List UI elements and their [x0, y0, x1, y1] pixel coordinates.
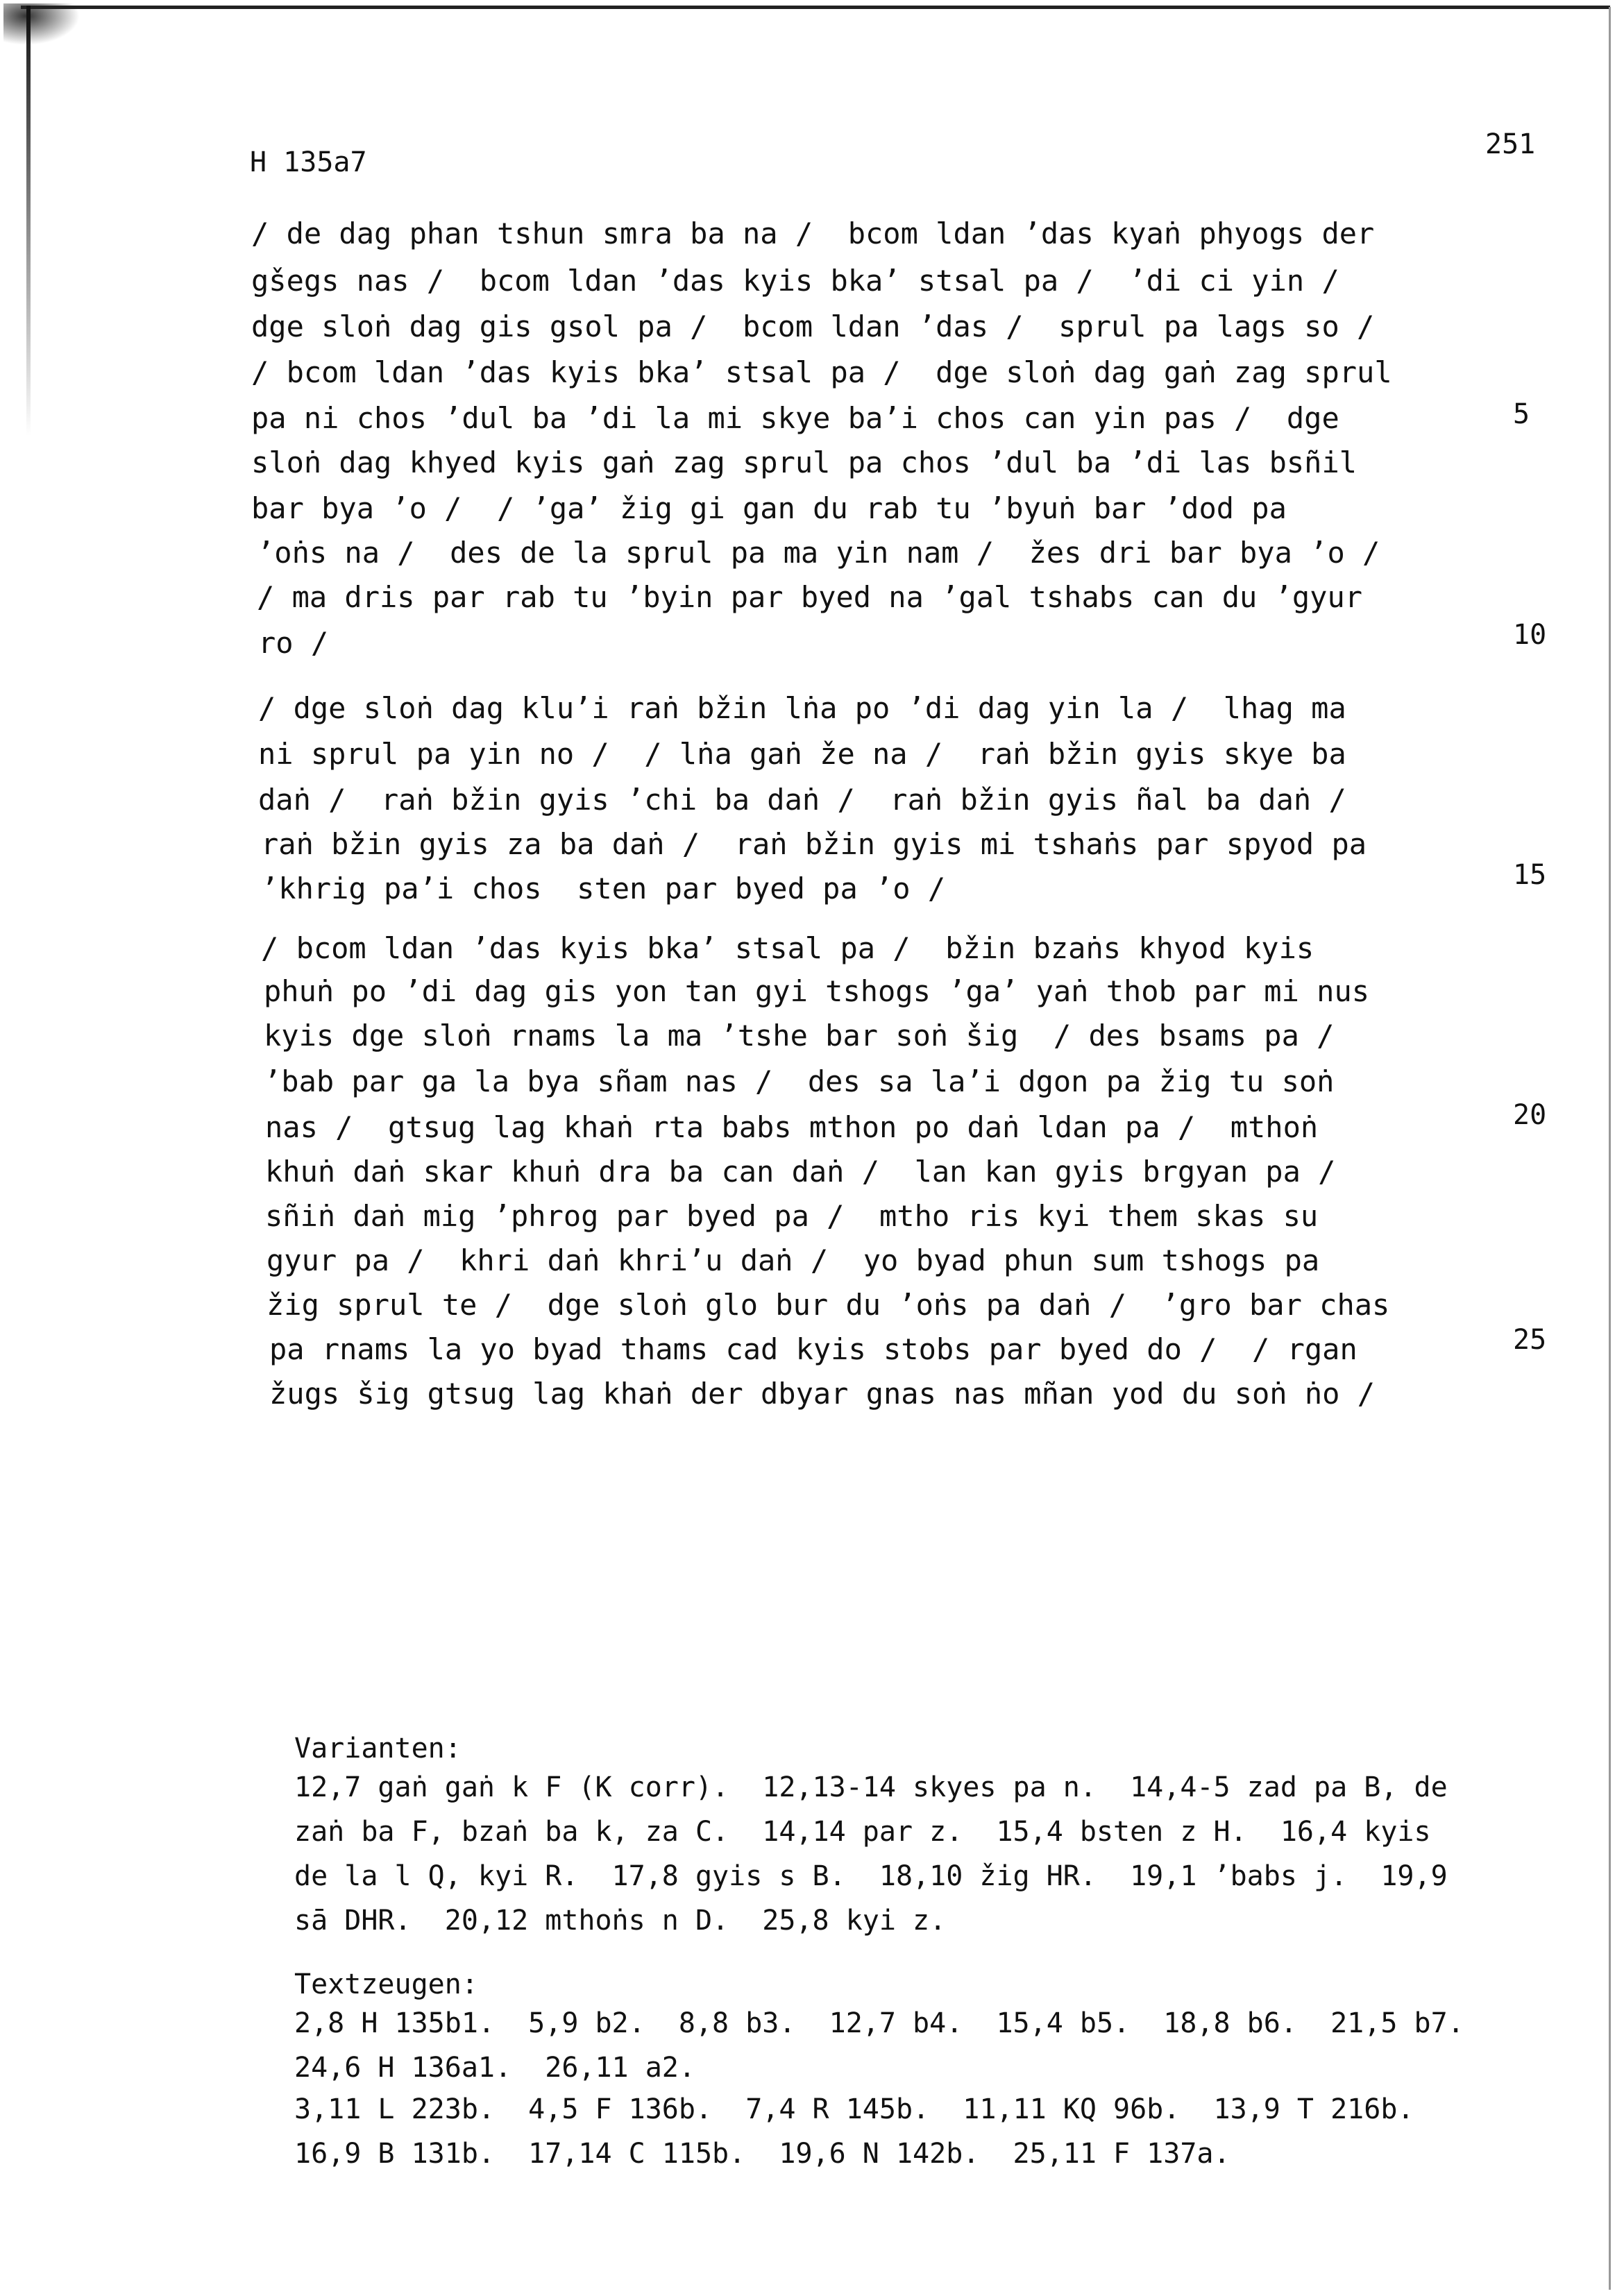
text-line: ’bab par ga la bya sñam nas / des sa la’i dgon pa žig tu soṅ	[264, 1064, 1335, 1098]
witness-line: 24,6 H 136a1. 26,11 a2.	[294, 2052, 695, 2084]
page-right-edge	[1609, 7, 1611, 2290]
text-line: dge sloṅ dag gis gsol pa / bcom ldan ’das / sprul pa lags so /	[251, 309, 1375, 343]
line-number: 20	[1513, 1099, 1547, 1131]
witness-line: 3,11 L 223b. 4,5 F 136b. 7,4 R 145b. 11,11 KQ 96b. 13,9 T 216b.	[294, 2093, 1414, 2125]
text-line: ro /	[258, 626, 329, 660]
text-line: raṅ bžin gyis za ba daṅ / raṅ bžin gyis mi tshaṅs par spyod pa	[261, 827, 1367, 861]
text-line: pa rnams la yo byad thams cad kyis stobs par byed do / / rgan	[269, 1332, 1357, 1366]
text-line: bar bya ’o / / ’ga’ žig gi gan du rab tu ’byuṅ bar ’dod pa	[251, 491, 1287, 525]
line-number: 15	[1513, 859, 1547, 891]
varianten-heading: Varianten:	[294, 1733, 462, 1764]
text-line: daṅ / raṅ bžin gyis ’chi ba daṅ / raṅ bžin gyis ñal ba daṅ /	[258, 783, 1346, 817]
textzeugen-heading: Textzeugen:	[294, 1968, 478, 2000]
line-number: 5	[1513, 398, 1530, 430]
text-line: / bcom ldan ’das kyis bka’ stsal pa / bžin bzaṅs khyod kyis	[261, 931, 1314, 965]
text-line: sñiṅ daṅ mig ’phrog par byed pa / mtho ris kyi them skas su	[265, 1199, 1319, 1233]
text-line: gyur pa / khri daṅ khri’u daṅ / yo byad phun sum tshogs pa	[267, 1243, 1320, 1277]
text-line: ’oṅs na / des de la sprul pa ma yin nam / žes dri bar bya ’o /	[257, 536, 1380, 570]
text-line: khuṅ daṅ skar khuṅ dra ba can daṅ / lan kan gyis brgyan pa /	[265, 1155, 1336, 1189]
line-number: 25	[1513, 1324, 1547, 1356]
text-line: / bcom ldan ’das kyis bka’ stsal pa / dge sloṅ dag gaṅ zag sprul	[251, 355, 1392, 389]
page-number: 251	[1485, 128, 1536, 160]
text-line: žugs šig gtsug lag khaṅ der dbyar gnas nas mñan yod du soṅ ṅo /	[269, 1377, 1376, 1411]
text-line: phuṅ po ’di dag gis yon tan gyi tshogs ’ga’ yaṅ thob par mi nus	[264, 974, 1370, 1008]
text-line: pa ni chos ’dul ba ’di la mi skye ba’i chos can yin pas / dge	[251, 401, 1339, 435]
text-line: ni sprul pa yin no / / lṅa gaṅ že na / raṅ bžin gyis skye ba	[258, 737, 1346, 771]
text-line: žig sprul te / dge sloṅ glo bur du ’oṅs pa daṅ / ’gro bar chas	[267, 1288, 1390, 1322]
text-line: ’khrig pa’i chos sten par byed pa ’o /	[261, 871, 946, 905]
page-top-edge	[21, 6, 1610, 9]
variant-line: de la l Q, kyi R. 17,8 gyis s B. 18,10 žig HR. 19,1 ’babs j. 19,9	[294, 1860, 1448, 1892]
text-line: gšegs nas / bcom ldan ’das kyis bka’ stsal pa / ’di ci yin /	[251, 264, 1339, 298]
text-line: / dge sloṅ dag klu’i raṅ bžin lṅa po ’di dag yin la / lhag ma	[258, 691, 1346, 725]
scan-corner-shadow	[3, 3, 80, 45]
variant-line: sā DHR. 20,12 mthoṅs n D. 25,8 kyi z.	[294, 1905, 947, 1937]
page-left-edge	[26, 6, 31, 436]
text-line: sloṅ dag khyed kyis gaṅ zag sprul pa chos ’dul ba ’di las bsñil	[251, 445, 1357, 479]
variant-line: 12,7 gaṅ gaṅ k F (K corr). 12,13-14 skyes pa n. 14,4-5 zad pa B, de	[294, 1771, 1448, 1803]
text-line: / de dag phan tshun smra ba na / bcom ldan ’das kyaṅ phyogs der	[251, 216, 1375, 250]
folio-siglum: H 135a7	[250, 146, 367, 178]
text-line: / ma dris par rab tu ’byin par byed na ’gal tshabs can du ’gyur	[257, 580, 1363, 614]
witness-line: 16,9 B 131b. 17,14 C 115b. 19,6 N 142b. 25,11 F 137a.	[294, 2138, 1230, 2170]
text-line: kyis dge sloṅ rnams la ma ’tshe bar soṅ šig / des bsams pa /	[264, 1019, 1335, 1053]
witness-line: 2,8 H 135b1. 5,9 b2. 8,8 b3. 12,7 b4. 15,4 b5. 18,8 b6. 21,5 b7.	[294, 2007, 1464, 2039]
line-number: 10	[1513, 619, 1547, 651]
variant-line: zaṅ ba F, bzaṅ ba k, za C. 14,14 par z. 15,4 bsten z H. 16,4 kyis	[294, 1816, 1431, 1848]
text-line: nas / gtsug lag khaṅ rta babs mthon po daṅ ldan pa / mthoṅ	[265, 1110, 1319, 1144]
